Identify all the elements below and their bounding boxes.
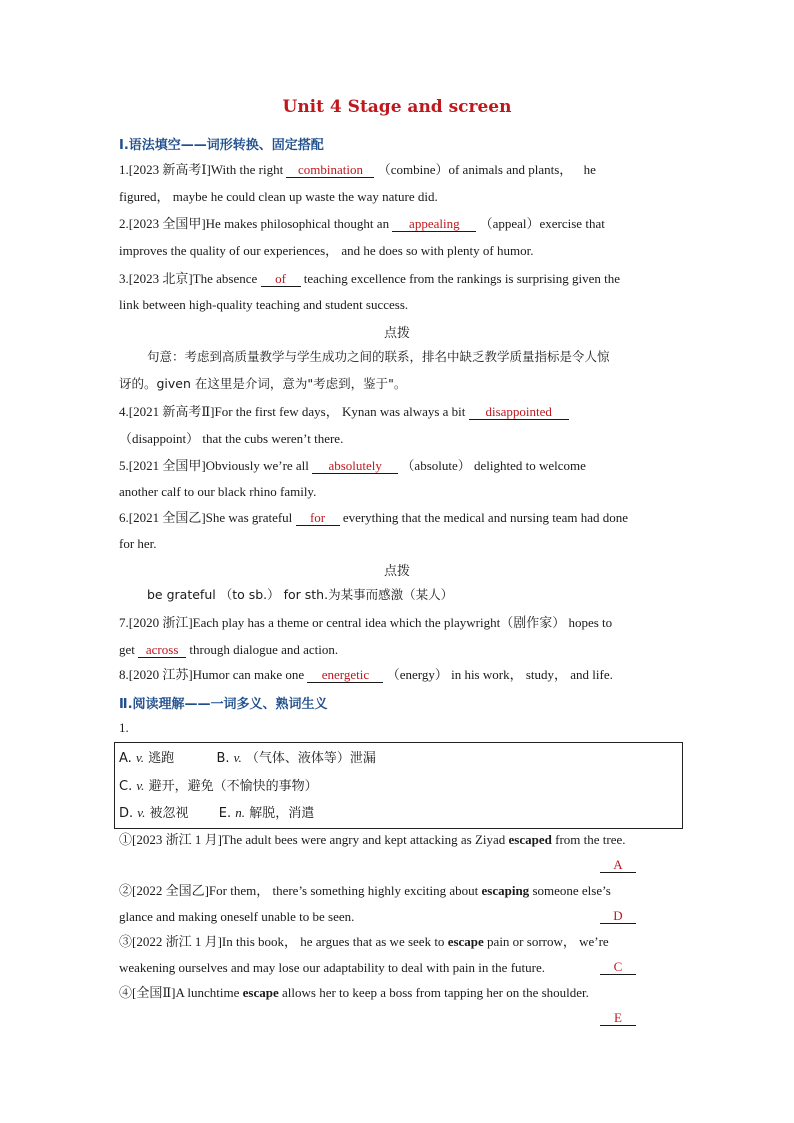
question-text: 4.[2021 新高考Ⅱ]For the first few days， Kynan was always a bit bbox=[119, 404, 466, 419]
option-label: E. bbox=[218, 806, 232, 821]
question-5-cont: another calf to our black rhino family. bbox=[119, 484, 317, 499]
answer-blank: D bbox=[600, 909, 636, 924]
sentence-text: someone else’s bbox=[532, 883, 611, 898]
question-text: teaching excellence from the rankings is surprising given the bbox=[303, 271, 620, 286]
option-pos: v. bbox=[137, 805, 146, 820]
question-7-cont bbox=[119, 642, 338, 658]
question-1 bbox=[119, 162, 596, 178]
sentence-3-cont: weakening ourselves and may lose our adaptability to deal with pain in the future. bbox=[119, 960, 545, 975]
option-text: 避开，避免（不愉快的事物） bbox=[148, 779, 318, 794]
target-word: escape bbox=[242, 985, 279, 1000]
option-text: 逃跑 bbox=[148, 751, 175, 766]
section-heading-2: Ⅱ.阅读理解——一词多义、熟词生义 bbox=[119, 697, 328, 712]
target-word: escaping bbox=[481, 883, 530, 898]
question-text: 3.[2023 北京]The absence bbox=[119, 271, 258, 286]
question-hint: （energy） in his work， study， and life. bbox=[386, 667, 613, 682]
question-7: 7.[2020 浙江]Each play has a theme or central idea which the playwright（剧作家） hopes to bbox=[119, 615, 613, 630]
question-6 bbox=[119, 510, 628, 526]
option-label: D. bbox=[119, 806, 134, 821]
question-1-cont: figured， maybe he could clean up waste the way nature did. bbox=[119, 189, 438, 204]
target-word: escape bbox=[447, 934, 484, 949]
question-text: everything that the medical and nursing team had done bbox=[342, 510, 628, 525]
answer-blank: for bbox=[296, 511, 340, 526]
answer-blank: appealing bbox=[392, 217, 476, 232]
sentence-text: ①[2023 浙江 1 月]The adult bees were angry and kept attacking as Ziyad bbox=[119, 832, 506, 847]
option-pos: v. bbox=[233, 750, 242, 765]
answer-blank: A bbox=[600, 858, 636, 873]
answer-blank: of bbox=[261, 272, 301, 287]
question-4 bbox=[119, 404, 569, 420]
sentence-text: allows her to keep a boss from tapping her on the shoulder. bbox=[282, 985, 589, 1000]
answer-blank: C bbox=[600, 960, 636, 975]
note-label: 点拨 bbox=[383, 326, 410, 341]
option-row bbox=[119, 802, 314, 821]
option-row bbox=[119, 747, 376, 766]
question-text: through dialogue and action. bbox=[189, 642, 339, 657]
question-2-cont: improves the quality of our experiences， and he does so with plenty of humor. bbox=[119, 243, 534, 258]
question-3-cont: link between high-quality teaching and student success. bbox=[119, 297, 409, 312]
question-text: he bbox=[583, 162, 596, 177]
option-text: （气体、液体等）泄漏 bbox=[245, 751, 376, 766]
question-text: 2.[2023 全国甲]He makes philosophical thought an bbox=[119, 216, 390, 231]
note-text: 句意：考虑到高质量教学与学生成功之间的联系，排名中缺乏教学质量指标是令人惊 bbox=[147, 349, 610, 364]
question-2 bbox=[119, 216, 605, 232]
question-4-cont: （disappoint） that the cubs weren’t there. bbox=[119, 431, 344, 446]
answer-blank: absolutely bbox=[312, 459, 398, 474]
option-row bbox=[119, 775, 318, 794]
answer-blank: combination bbox=[286, 163, 374, 178]
sentence-2 bbox=[119, 883, 611, 899]
item-number: 1. bbox=[119, 720, 129, 735]
target-word: escaped bbox=[508, 832, 552, 847]
answer-blank: E bbox=[600, 1011, 636, 1026]
question-text: 6.[2021 全国乙]She was grateful bbox=[119, 510, 293, 525]
answer-blank: energetic bbox=[307, 668, 383, 683]
question-text: 8.[2020 江苏]Humor can make one bbox=[119, 667, 305, 682]
question-6-cont: for her. bbox=[119, 536, 157, 551]
question-text: get bbox=[119, 642, 135, 657]
sentence-4 bbox=[119, 985, 589, 1001]
sentence-text: ④[全国Ⅱ]A lunchtime bbox=[119, 985, 240, 1000]
sentence-1 bbox=[119, 832, 626, 848]
option-pos: n. bbox=[235, 805, 246, 820]
note-text: 讶的。given 在这里是介词，意为"考虑到，鉴于"。 bbox=[119, 376, 407, 391]
question-5 bbox=[119, 458, 586, 474]
question-text: 1.[2023 新高考Ⅰ]With the right bbox=[119, 162, 284, 177]
question-3 bbox=[119, 271, 620, 287]
question-hint: （absolute） delighted to welcome bbox=[401, 458, 586, 473]
option-label: C. bbox=[119, 779, 133, 794]
option-pos: v. bbox=[135, 750, 144, 765]
question-text: 5.[2021 全国甲]Obviously we’re all bbox=[119, 458, 309, 473]
sentence-2-cont: glance and making oneself unable to be seen. bbox=[119, 909, 355, 924]
sentence-text: from the tree. bbox=[555, 832, 626, 847]
sentence-text: ②[2022 全国乙]For them， there’s something highly exciting about bbox=[119, 883, 479, 898]
option-pos: v. bbox=[136, 778, 145, 793]
question-hint: （combine）of animals and plants， bbox=[377, 162, 573, 177]
page-title: Unit 4 Stage and screen bbox=[282, 97, 512, 117]
question-hint: （appeal）exercise that bbox=[479, 216, 605, 231]
answer-blank: across bbox=[138, 643, 186, 658]
answer-blank: disappointed bbox=[469, 405, 569, 420]
sentence-text: pain or sorrow， we’re bbox=[487, 934, 609, 949]
option-label: B. bbox=[216, 751, 230, 766]
section-heading-1: Ⅰ.语法填空——词形转换、固定搭配 bbox=[119, 138, 324, 153]
note-text: be grateful （to sb.） for sth.为某事而感激（某人） bbox=[147, 587, 454, 602]
sentence-3 bbox=[119, 934, 609, 950]
option-label: A. bbox=[119, 751, 132, 766]
note-label: 点拨 bbox=[383, 564, 410, 579]
sentence-text: ③[2022 浙江 1 月]In this book， he argues that as we seek to bbox=[119, 934, 445, 949]
option-text: 被忽视 bbox=[149, 806, 189, 821]
question-8 bbox=[119, 667, 613, 683]
option-text: 解脱，消遣 bbox=[249, 806, 315, 821]
